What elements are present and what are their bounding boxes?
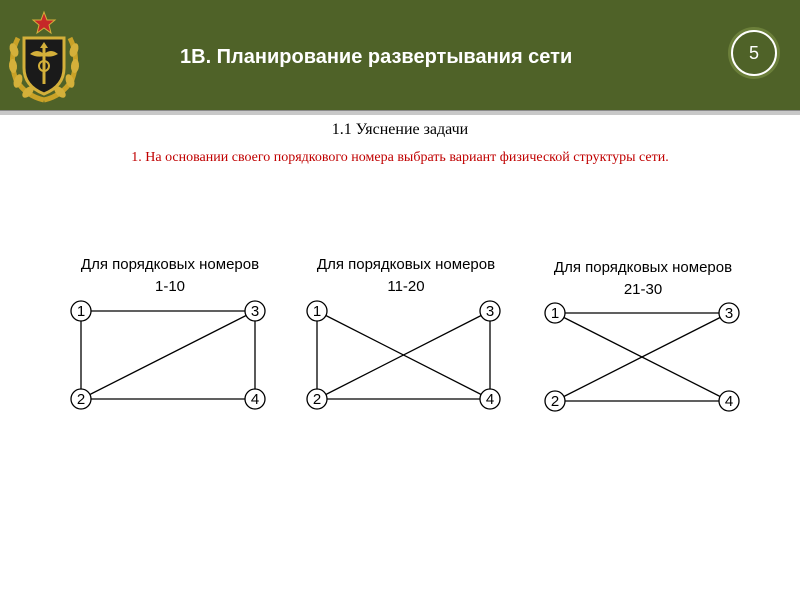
node-label-2: 2 [312,391,322,408]
network-graph-3 [545,303,739,411]
variant-3-label-line1: Для порядковых номеров [553,259,733,276]
node-label-1: 1 [76,303,86,320]
node-label-2: 2 [550,393,560,410]
network-graph-2 [307,301,500,409]
edge-2-3 [81,311,255,399]
node-label-3: 3 [485,303,495,320]
section-subtitle: 1.1 Уяснение задачи [331,121,469,138]
node-label-3: 3 [724,305,734,322]
network-graph-1 [71,301,265,409]
variant-2-label-line1: Для порядковых номеров [316,256,496,273]
node-label-4: 4 [724,393,734,410]
variant-2-label-line2: 11-20 [387,278,425,295]
node-label-3: 3 [250,303,260,320]
node-label-2: 2 [76,391,86,408]
variant-3-label-line2: 21-30 [623,281,663,298]
node-label-1: 1 [312,303,322,320]
node-label-4: 4 [250,391,260,408]
node-label-4: 4 [485,391,495,408]
task-instruction: 1. На основании своего порядкового номера выбрать вариант физической структуры сети. [131,150,669,165]
node-label-1: 1 [550,305,560,322]
variant-1-label-line1: Для порядковых номеров [80,256,260,273]
page-title: 1В. Планирование развертывания сети [180,46,573,68]
variant-1-label-line2: 1-10 [154,278,186,295]
page-number-badge: 5 [731,30,777,76]
